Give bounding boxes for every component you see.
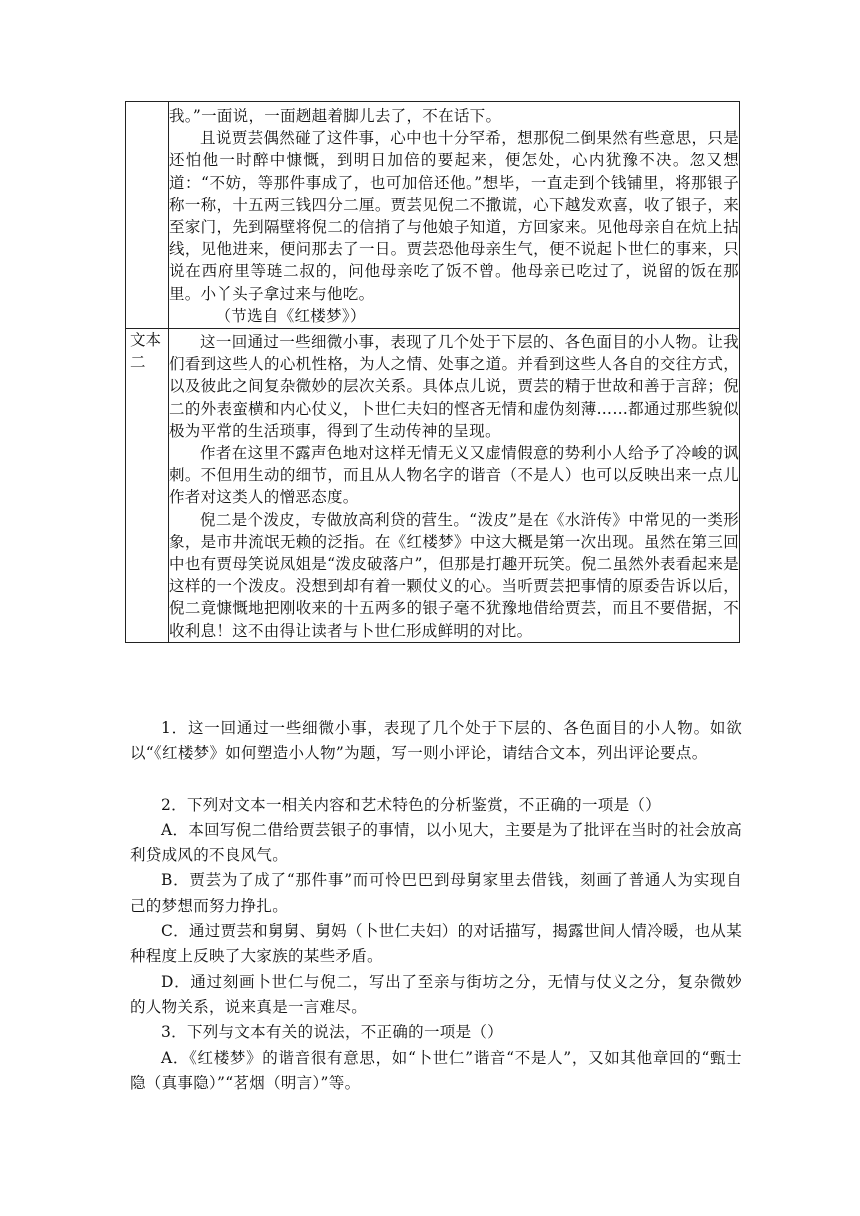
text-one-row [126,102,740,329]
question-3-stem: 3．下列与文本有关的说法，不正确的一项是（） [161,1023,503,1042]
question-2-option-b: B．贾芸为了成了“那件事”而可怜巴巴到母舅家里去借钱，刻画了普通人为实现自己的梦想而努力挣扎。 [130,871,742,915]
text-one-paragraph: 且说贾芸偶然碰了这件事，心中也十分罕希，想那倪二倒果然有些意思，只是还怕他一时醉中慷慨，到明日加倍的要起来，便怎处，心内犹豫不决。忽又想道：“不妨，等那件事成了，也可加倍还他。”想毕，一直走到个钱铺里，将那银子称一称，十五两三钱四分二厘。贾芸见倪二不撒谎，心下越发欢喜，收了银子，来至家门，先到隔壁将倪二的信捎了与他娘子知道，方回家来。见他母亲自在炕上拈线，见他进来，便问那去了一日。贾芸恐他母亲生气，便不说起卜世仁的事来，只说在西府里等琏二叔的，问他母亲吃了饭不曾。他母亲已吃过了，说留的饭在那里。小丫头子拿过来与他吃。 [169,129,739,303]
text-one-paragraph: 我。”一面说，一面趔趄着脚儿去了，不在话下。 [169,107,502,125]
text-one-content [169,102,740,329]
questions-section [130,716,742,1096]
text-two-paragraph: 这一回通过一些细微小事，表现了几个处于下层的、各色面目的小人物。让我们看到这些人的心机性格，为人之情、处事之道。并看到这些人各自的交往方式，以及彼此之间复杂微妙的层次关系。具体点儿说，贾芸的精于世故和善于言辞；倪二的外表蛮横和内心仗义，卜世仁夫妇的悭吝无情和虚伪刻薄……都通过那些貌似极为平常的生活琐事，得到了生动传神的呈现。 [169,333,739,440]
text-two-row [126,329,740,643]
text-two-label: 文本二 [130,331,162,372]
text-two-content [169,329,740,643]
reading-table [125,101,740,643]
question-2-option-c: C．通过贾芸和舅舅、舅妈（卜世仁夫妇）的对话描写，揭露世间人情冷暖，也从某种程度上反映了大家族的某些矛盾。 [130,922,742,966]
question-1: 1．这一回通过一些细微小事，表现了几个处于下层的、各色面目的小人物。如欲以“《红楼梦》如何塑造小人物”为题，写一则小评论，请结合文本，列出评论要点。 [130,719,742,763]
question-2-option-d: D．通过刻画卜世仁与倪二，写出了至亲与街坊之分，无情与仗义之分，复杂微妙的人物关系，说来真是一言难尽。 [130,972,742,1016]
answer-space [130,767,742,793]
text-one-source: （节选自《红楼梦》） [215,306,366,325]
text-one-label-cell [126,102,169,329]
text-two-paragraph: 倪二是个泼皮，专做放高利贷的营生。“泼皮”是在《水浒传》中常见的一类形象，是市井流氓无赖的泛指。在《红楼梦》中这大概是第一次出现。虽然在第三回中也有贾母笑说凤姐是“泼皮破落户”，但那是打趣开玩笑。倪二虽然外表看起来是这样的一个泼皮。没想到却有着一颗仗义的心。当听贾芸把事情的原委告诉以后，倪二竟慷慨地把刚收来的十五两多的银子毫不犹豫地借给贾芸，而且不要借据，不收利息！这不由得让读者与卜世仁形成鲜明的对比。 [169,510,739,640]
question-3-option-a: A．《红楼梦》的谐音很有意思，如“卜世仁”谐音“不是人”，又如其他章回的“甄士隐（真事隐）”“茗烟（明言）”等。 [130,1048,742,1092]
text-two-paragraph: 作者在这里不露声色地对这样无情无义又虚情假意的势利小人给予了冷峻的讽刺。不但用生动的细节，而且从人物名字的谐音（不是人）也可以反映出来一点儿作者对这类人的憎恶态度。 [169,444,739,507]
question-2-option-a: A．本回写倪二借给贾芸银子的事情，以小见大，主要是为了批评在当时的社会放高利贷成风的不良风气。 [130,820,742,865]
question-2-stem: 2．下列对文本一相关内容和艺术特色的分析鉴赏，不正确的一项是（） [161,795,661,814]
text-two-label-cell [126,329,169,643]
